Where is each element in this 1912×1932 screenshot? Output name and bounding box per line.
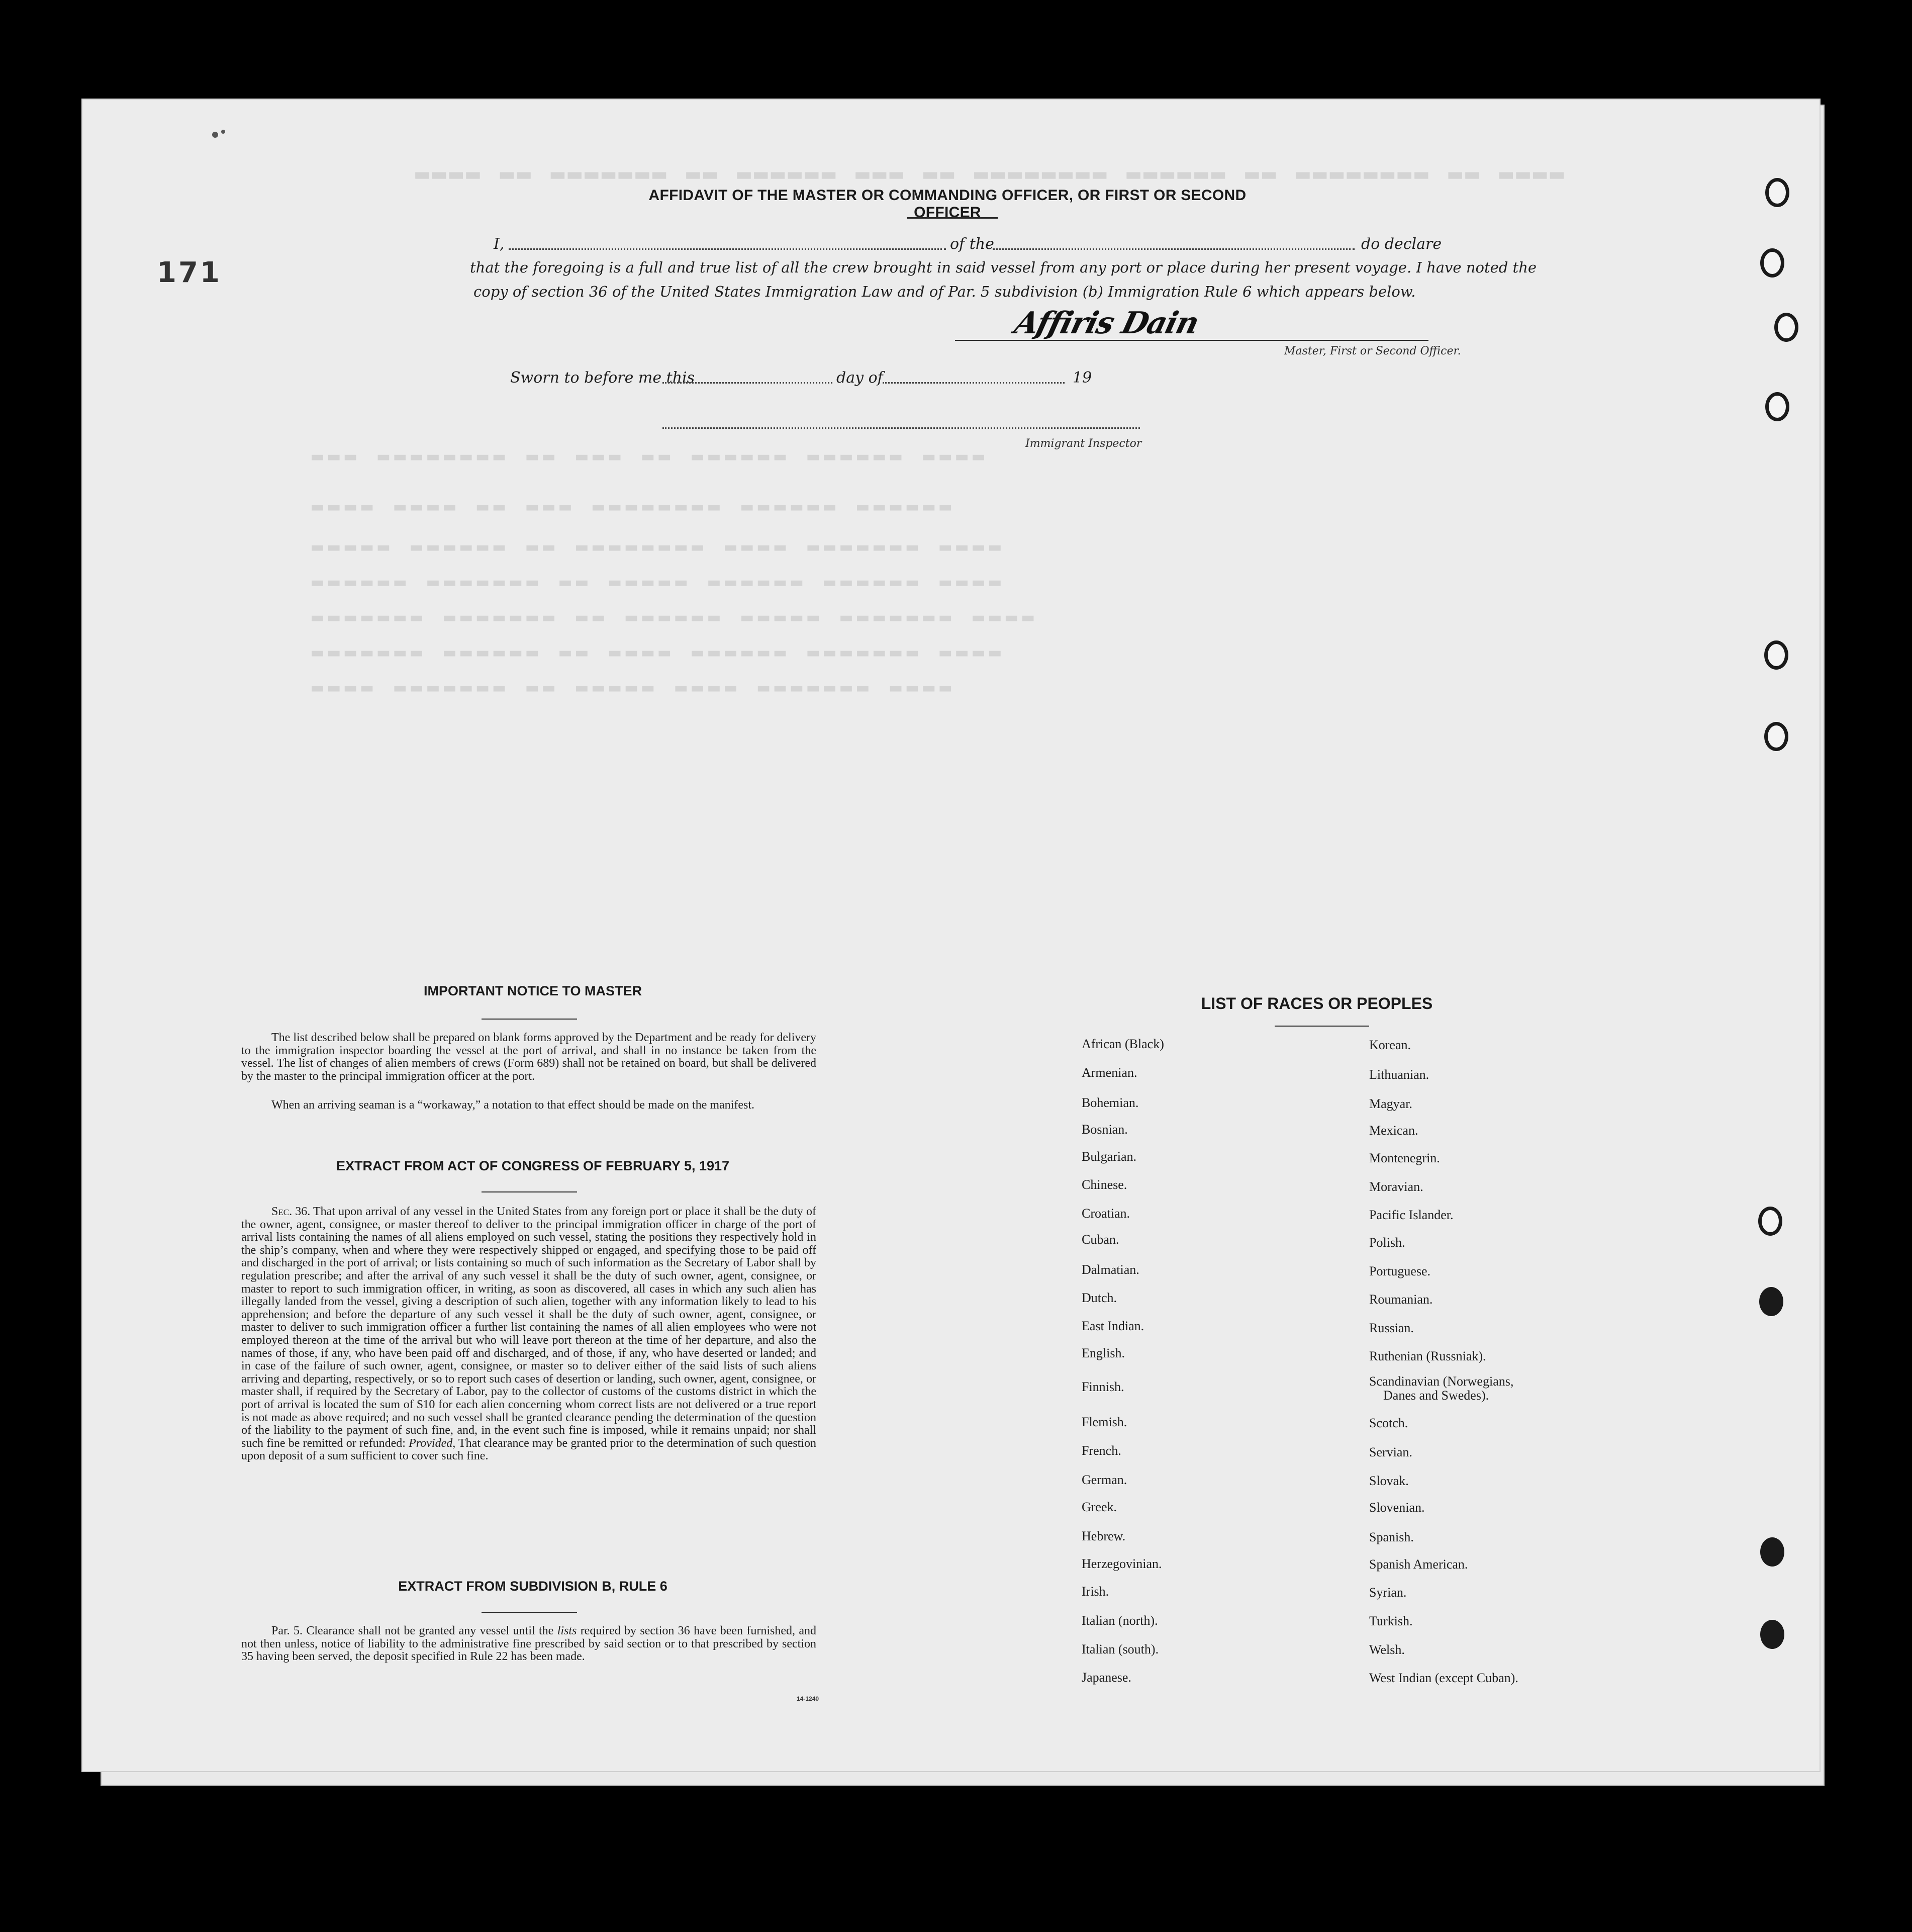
race-left-item: Hebrew. <box>1082 1529 1126 1543</box>
bleed-through-header: ▬▬▬▬ ▬▬ ▬▬▬▬▬▬▬▬ ▬▬ ▬▬▬▬▬▬ ▬▬▬▬▬▬▬▬ ▬▬ ▬▬▬ ▬▬▬▬▬▬ ▬▬ ▬▬▬▬▬▬▬ ▬▬ ▬▬▬▬ <box>412 160 1564 187</box>
sworn-year-label: 19 <box>1073 369 1092 387</box>
race-right-item: Danes and Swedes). <box>1383 1388 1489 1403</box>
bleed-through-row-6: ▬▬▬▬▬▬▬ ▬▬▬▬▬▬ ▬▬ ▬▬▬▬ ▬▬▬▬▬▬ ▬▬▬▬▬▬▬ ▬▬▬▬ <box>312 641 1006 663</box>
punch-hole-icon <box>1760 1620 1784 1649</box>
sworn-prefix: Sworn to before me this <box>510 369 695 387</box>
race-left-item: Herzegovinian. <box>1082 1556 1162 1571</box>
race-right-item: Lithuanian. <box>1369 1067 1429 1082</box>
punch-hole-icon <box>1760 248 1784 278</box>
race-right-item: Scandinavian (Norwegians, <box>1369 1374 1514 1389</box>
extract-act-underline <box>482 1191 577 1192</box>
sworn-day-of-label: day of <box>836 369 883 387</box>
punch-hole-icon <box>1759 1287 1783 1316</box>
punch-hole-icon <box>1758 1207 1782 1236</box>
race-left-item: Irish. <box>1082 1584 1109 1599</box>
race-left-item: East Indian. <box>1082 1319 1144 1333</box>
bleed-through-row-2: ▬▬▬▬ ▬▬▬▬ ▬▬ ▬▬▬ ▬▬▬▬▬▬▬▬ ▬▬▬▬▬▬ ▬▬▬▬▬▬ <box>312 495 957 517</box>
bleed-through-row-1: ▬▬▬ ▬▬▬▬▬▬▬▬ ▬▬ ▬▬▬ ▬▬ ▬▬▬▬▬▬ ▬▬▬▬▬▬ ▬▬▬▬ <box>312 445 989 467</box>
race-right-item: Montenegrin. <box>1369 1151 1440 1165</box>
race-left-item: Flemish. <box>1082 1415 1127 1429</box>
stray-mark <box>221 130 225 134</box>
race-left-item: Italian (north). <box>1082 1613 1158 1628</box>
race-right-item: Scotch. <box>1369 1416 1408 1430</box>
race-right-item: Portuguese. <box>1369 1264 1431 1278</box>
signature-caption: Master, First or Second Officer. <box>1284 345 1461 357</box>
punch-hole-icon <box>1765 392 1789 421</box>
race-left-item: German. <box>1082 1473 1127 1487</box>
master-signature: Affiris Dain <box>1011 306 1202 341</box>
race-left-item: Dalmatian. <box>1082 1262 1139 1277</box>
affidavit-statement-line-3: copy of section 36 of the United States Immigration Law and of Par. 5 subdivision (b) Immigration Rule 6 which appears below. <box>473 283 1416 300</box>
race-right-item: Turkish. <box>1369 1614 1413 1628</box>
side-page-number: 171 <box>157 256 222 289</box>
race-left-item: Italian (south). <box>1082 1642 1159 1657</box>
race-left-item: Dutch. <box>1082 1291 1117 1305</box>
race-left-item: African (Black) <box>1082 1037 1164 1051</box>
sworn-day-line <box>662 382 832 384</box>
race-left-item: Bohemian. <box>1082 1095 1139 1110</box>
race-right-item: Spanish. <box>1369 1530 1414 1544</box>
race-right-item: Spanish American. <box>1369 1557 1468 1572</box>
bleed-through-row-3: ▬▬▬▬▬ ▬▬▬▬▬▬ ▬▬ ▬▬▬▬▬▬▬▬ ▬▬▬▬ ▬▬▬▬▬▬▬ ▬▬▬▬ <box>312 535 1006 558</box>
affidavit-of-the-label: of the <box>950 235 994 253</box>
bleed-through-row-4: ▬▬▬▬▬▬ ▬▬▬▬▬▬▬ ▬▬ ▬▬▬▬▬ ▬▬▬▬▬▬ ▬▬▬▬▬▬ ▬▬▬▬ <box>312 571 1006 593</box>
affidavit-title: AFFIDAVIT OF THE MASTER OR COMMANDING OFFICER, OR FIRST OR SECOND OFFICER <box>648 187 1247 221</box>
extract-rule-underline <box>482 1612 577 1613</box>
race-right-item: Moravian. <box>1369 1179 1423 1194</box>
race-right-item: Magyar. <box>1369 1096 1412 1111</box>
punch-hole-icon <box>1760 1537 1784 1567</box>
race-left-item: Chinese. <box>1082 1177 1127 1192</box>
race-left-item: Japanese. <box>1082 1670 1131 1685</box>
inspector-caption: Immigrant Inspector <box>1025 437 1142 450</box>
extract-rule-body: Par. 5. Clearance shall not be granted any vessel until the lists required by section 36 have been furnished, and not then unless, notice of liability to the administrative fine prescribed by said section or to that prescribed by section 35 having been served, the deposit specified in Rule 22 has been made. <box>241 1624 817 1664</box>
race-right-item: Ruthenian (Russniak). <box>1369 1349 1486 1363</box>
signature-line <box>955 340 1428 341</box>
notice-paragraph-1: The list described below shall be prepared on blank forms approved by the Department and be ready for delivery to the immigration inspector boarding the vessel at the port of arrival, and shall in no instance be taken from the vessel. The list of changes of alien members of crews (Form 689) shall not be retained on board, but shall be delivered by the master to the principal immigration officer at the port. <box>241 1031 816 1083</box>
race-left-item: Croatian. <box>1082 1206 1130 1221</box>
title-underline <box>907 217 998 219</box>
race-right-item: Korean. <box>1369 1038 1411 1052</box>
race-right-item: Mexican. <box>1369 1123 1418 1138</box>
declarant-name-line <box>509 248 946 250</box>
extract-act-title: EXTRACT FROM ACT OF CONGRESS OF FEBRUARY 5, 1917 <box>336 1158 730 1173</box>
race-right-item: Russian. <box>1369 1321 1414 1335</box>
affidavit-declare-label: do declare <box>1361 235 1442 253</box>
punch-hole-icon <box>1774 313 1798 342</box>
race-right-item: Welsh. <box>1369 1642 1405 1657</box>
stray-mark <box>212 132 218 138</box>
notice-paragraph-2: When an arriving seaman is a “workaway,” a notation to that effect should be made on the manifest. <box>271 1098 754 1112</box>
document-sheet <box>81 99 1821 1772</box>
race-right-item: Polish. <box>1369 1235 1405 1250</box>
race-left-item: Bulgarian. <box>1082 1149 1137 1164</box>
races-title-underline <box>1275 1026 1369 1027</box>
bleed-through-row-5: ▬▬▬▬▬▬▬ ▬▬▬▬▬▬▬ ▬▬ ▬▬▬▬▬▬ ▬▬▬▬▬ ▬▬▬▬▬▬▬ ▬▬▬▬ <box>312 606 1039 628</box>
extract-rule-title: EXTRACT FROM SUBDIVISION B, RULE 6 <box>398 1579 667 1594</box>
race-right-item: Slovenian. <box>1369 1500 1425 1515</box>
race-right-item: Slovak. <box>1369 1474 1409 1488</box>
race-left-item: French. <box>1082 1443 1121 1458</box>
race-left-item: Finnish. <box>1082 1379 1124 1394</box>
race-left-item: Greek. <box>1082 1500 1117 1514</box>
race-right-item: Servian. <box>1369 1445 1412 1459</box>
race-left-item: English. <box>1082 1346 1125 1360</box>
race-right-item: Pacific Islander. <box>1369 1208 1454 1222</box>
sworn-month-line <box>883 382 1065 384</box>
punch-hole-icon <box>1765 178 1789 207</box>
vessel-name-line <box>993 248 1355 250</box>
affidavit-statement-line-2: that the foregoing is a full and true list of all the crew brought in said vessel from any port or place during her present voyage. I have noted the <box>470 259 1537 276</box>
race-left-item: Bosnian. <box>1082 1122 1128 1137</box>
race-right-item: Roumanian. <box>1369 1292 1433 1307</box>
affidavit-i-label: I, <box>494 235 505 253</box>
race-right-item: West Indian (except Cuban). <box>1369 1671 1518 1685</box>
punch-hole-icon <box>1764 722 1788 751</box>
form-number: 14-1240 <box>797 1695 819 1702</box>
races-title: LIST OF RACES OR PEOPLES <box>1201 994 1433 1013</box>
punch-hole-icon <box>1764 640 1788 670</box>
race-left-item: Armenian. <box>1082 1065 1137 1080</box>
bleed-through-row-7: ▬▬▬▬ ▬▬▬▬▬▬▬ ▬▬ ▬▬▬▬▬ ▬▬▬▬ ▬▬▬▬▬▬▬ ▬▬▬▬ <box>312 676 957 698</box>
extract-act-body: Sec. 36. That upon arrival of any vessel in the United States from any foreign port or place it shall be the duty of the owner, agent, consignee, or master thereof to deliver to the principal immigration officer in charge of the port of arrival lists containing the names of all aliens employed on such vessel, stating the positions they respectively hold in the ship’s company, when and where they were respectively shipped or engaged, and specifying those to be paid off and discharged in the port of arrival; or lists containing so much of such information as the Secretary of Labor shall by regulation prescribe; and after the arrival of any such vessel it shall be the duty of such owner, agent, consignee, or master to report to such immigration officer, in writing, as soon as discovered, all cases in which any such alien has illegally landed from the vessel, giving a description of such alien, together with any information likely to lead to his apprehension; and before the departure of any such vessel it shall be the duty of such owner, agent, consignee, or master to deliver to such immigration officer a further list containing the names of all alien employees who were not employed thereon at the time of the arrival but who will leave port thereon at the time of her departure, and also the names of those, if any, who have been paid off and discharged, and of those, if any, who have deserted or landed; and in case of the failure of such owner, agent, consignee, or master so to deliver either of the said lists of such aliens arriving and departing, respectively, or so to report such cases of desertion or landing, such owner, agent, consignee, or master shall, if required by the Secretary of Labor, pay to the collector of customs of the customs district in which the port of arrival is located the sum of $10 for each alien concerning whom correct lists are not delivered or a true report is not made as above required; and no such vessel shall be granted clearance pending the determination of the question of the liability to the payment of such fine, and, in the event such fine is imposed, while it remains unpaid; nor shall such fine be remitted or refunded: Provided, That clearance may be granted prior to the determination of such question upon deposit of a sum sufficient to cover such fine. <box>241 1205 817 1463</box>
notice-title-underline <box>482 1019 577 1020</box>
inspector-signature-line <box>662 427 1140 429</box>
race-left-item: Cuban. <box>1082 1232 1119 1247</box>
race-right-item: Syrian. <box>1369 1585 1407 1600</box>
notice-title: IMPORTANT NOTICE TO MASTER <box>424 983 642 998</box>
